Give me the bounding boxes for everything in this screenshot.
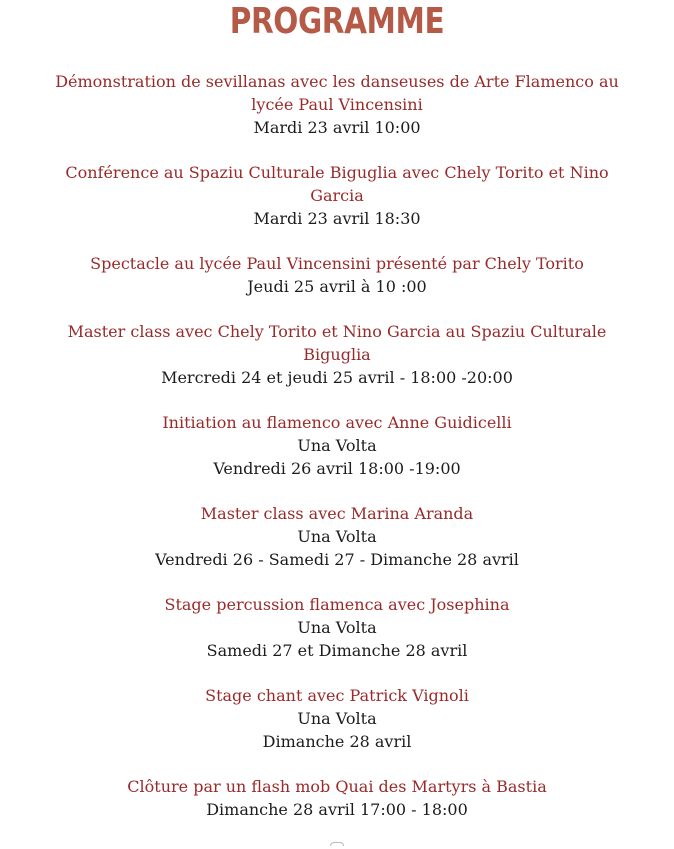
event-date: Mardi 23 avril 18:30	[253, 209, 421, 228]
event-date: Samedi 27 et Dimanche 28 avril	[206, 641, 468, 660]
event-title: Initiation au flamenco avec Anne Guidicelli	[162, 413, 512, 432]
event-list	[0, 70, 674, 821]
event-item	[42, 593, 632, 662]
event-title: Démonstration de sevillanas avec les danseuses de Arte Flamenco au lycée Paul Vincensini	[55, 72, 619, 114]
event-date: Dimanche 28 avril	[262, 732, 412, 751]
event-title: Spectacle au lycée Paul Vincensini présenté par Chely Torito	[90, 254, 584, 273]
event-date: Vendredi 26 avril 18:00 -19:00	[213, 459, 461, 478]
event-title: Clôture par un flash mob Quai des Martyrs à Bastia	[127, 777, 547, 796]
event-date: Mardi 23 avril 10:00	[253, 118, 421, 137]
event-title: Master class avec Marina Aranda	[200, 504, 474, 523]
decorative-mark	[330, 842, 344, 846]
event-venue: Una Volta	[297, 527, 377, 546]
event-venue: Una Volta	[297, 709, 377, 728]
event-item	[42, 320, 632, 389]
event-venue: Una Volta	[297, 436, 377, 455]
event-venue: Una Volta	[297, 618, 377, 637]
event-title: Stage chant avec Patrick Vignoli	[205, 686, 469, 705]
page-title: PROGRAMME	[229, 1, 445, 42]
event-date: Dimanche 28 avril 17:00 - 18:00	[206, 800, 468, 819]
event-date: Mercredi 24 et jeudi 25 avril - 18:00 -20:00	[161, 368, 513, 387]
event-item	[42, 502, 632, 571]
event-title: Master class avec Chely Torito et Nino Garcia au Spaziu Culturale Biguglia	[67, 322, 607, 364]
event-date: Vendredi 26 - Samedi 27 - Dimanche 28 avril	[155, 550, 519, 569]
event-item	[42, 252, 632, 298]
event-item	[42, 70, 632, 139]
event-date: Jeudi 25 avril à 10 :00	[247, 277, 427, 296]
event-item	[42, 684, 632, 753]
event-item	[42, 775, 632, 821]
event-title: Stage percussion flamenca avec Josephina	[164, 595, 510, 614]
event-item	[42, 411, 632, 480]
event-title: Conférence au Spaziu Culturale Biguglia avec Chely Torito et Nino Garcia	[65, 163, 609, 205]
event-item	[42, 161, 632, 230]
